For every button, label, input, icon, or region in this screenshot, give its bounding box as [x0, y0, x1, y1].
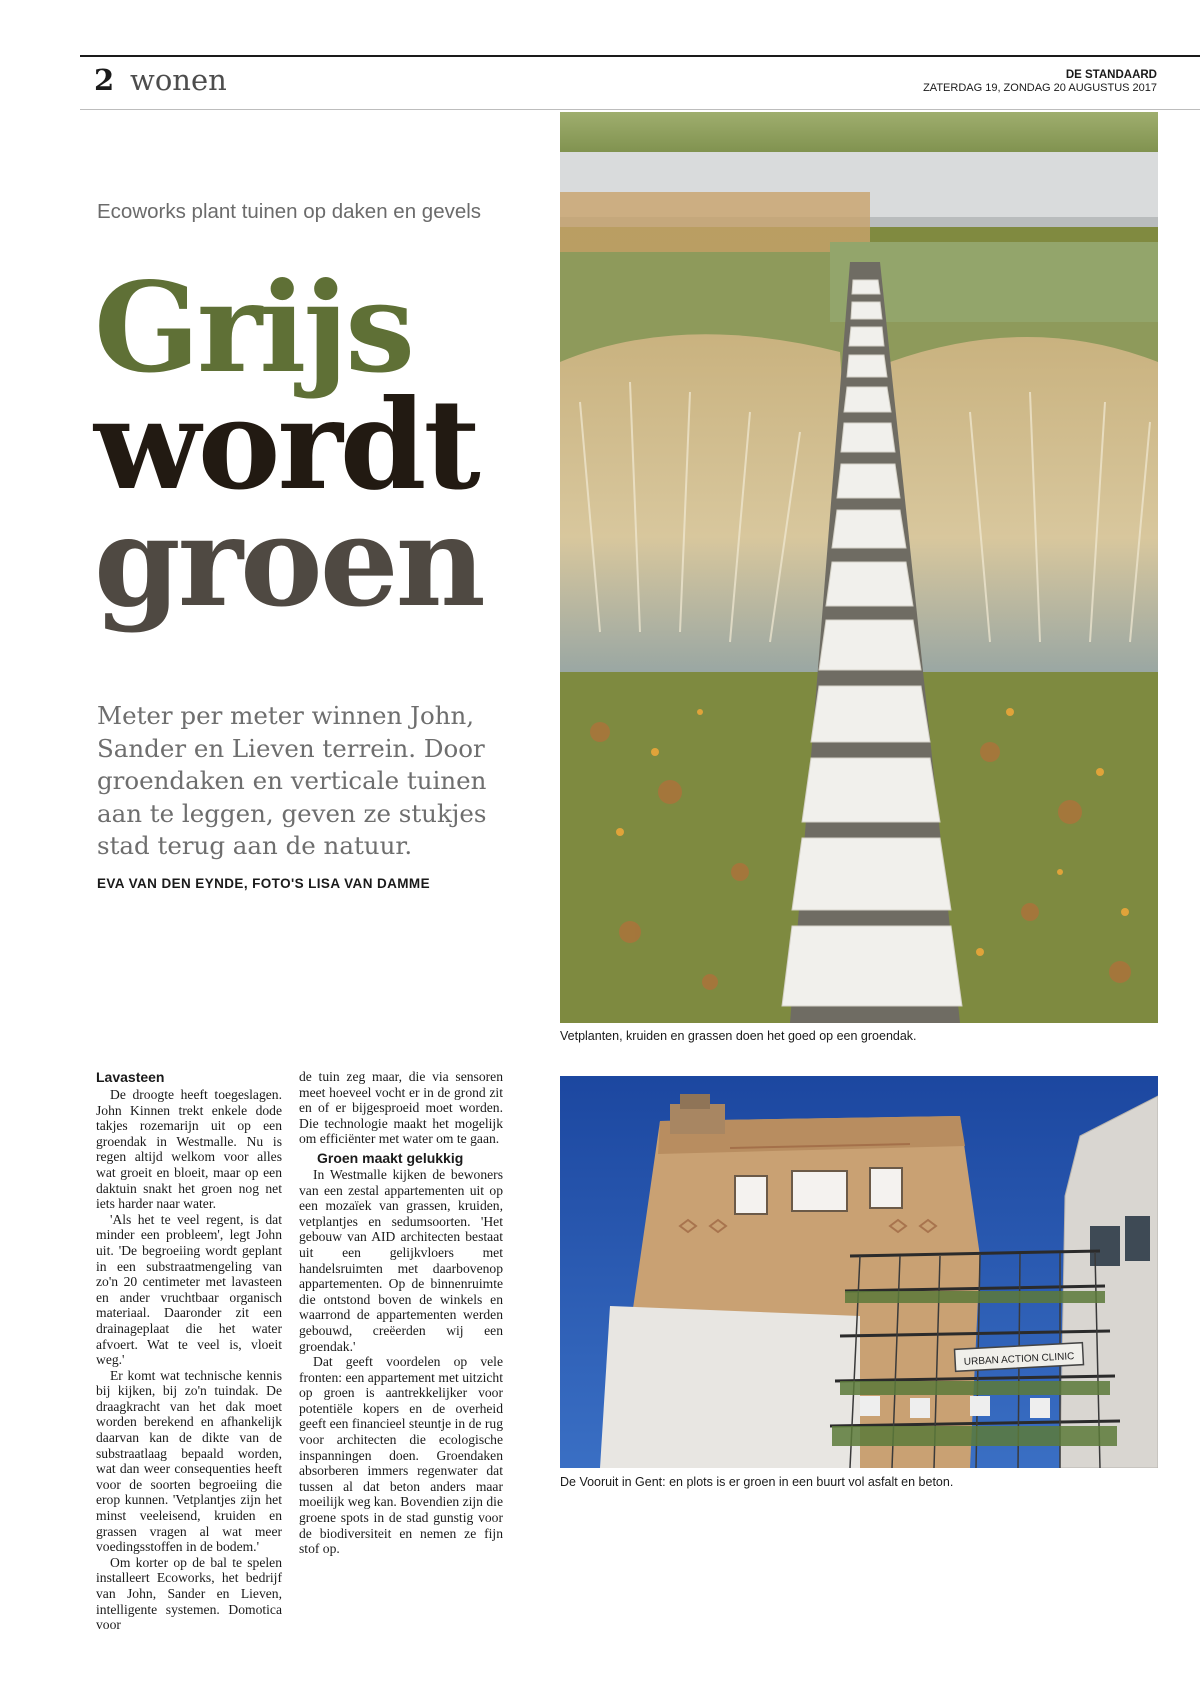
header-rule: [80, 109, 1200, 110]
green-roof-photo: [560, 112, 1158, 1023]
photo-caption: Vetplanten, kruiden en grassen doen het goed op een groendak.: [560, 1029, 917, 1043]
masthead: [923, 69, 1157, 95]
vooruit-building-photo: [560, 1076, 1158, 1468]
body-paragraph: Er komt wat technische kennis bij kijken, bij zo'n tuindak. De draagkracht van het dak moet worden berekend en afhankelijk daarvan kan de dikte van de substraatlaag bepaald worden, wat dan weer consequenties heeft voor de soorten begroeiing die erop kunnen. 'Vetplantjes zijn het minst veeleisend, kruiden en grassen vragen al wat meer voedingsstoffen in de bodem.': [96, 1367, 282, 1555]
article-column-2: [299, 1069, 503, 1557]
body-paragraph: Om korter op de bal te spelen installeert Ecoworks, het bedrijf van John, Sander en Lieven, intelligente systemen. Domotica voor: [96, 1554, 282, 1633]
headline-word: wordt: [94, 373, 478, 518]
page-number: 2: [94, 63, 115, 97]
headline-word: groen: [94, 490, 483, 635]
article-column-1: [96, 1069, 282, 1633]
section-name: wonen: [130, 63, 227, 97]
body-paragraph: Dat geeft voordelen op vele fronten: een appartement met uitzicht op groen is aantrekkelijker voor potentiële kopers en de overheid geeft een financieel steuntje in de rug voor architecten die ecologische inspanningen doen. Groendaken absorberen immers regenwater dat tussen al dat beton anders maar moeilijk weg kan. Bovendien zijn die groene spots in de stad gunstig voor de biodiversiteit en nemen ze fijn stof op.: [299, 1354, 503, 1557]
headline: [94, 256, 483, 635]
subheading: Lavasteen: [96, 1069, 165, 1085]
issue-date: ZATERDAG 19, ZONDAG 20 AUGUSTUS 2017: [923, 82, 1157, 94]
body-paragraph: de tuin zeg maar, die via sensoren meet hoeveel vocht er in de grond zit en of er bijgesproeid moet worden. Die technologie maakt het mogelijk om efficiënter met water om te gaan.: [299, 1069, 503, 1147]
subheading: Groen maakt gelukkig: [317, 1149, 464, 1166]
building-sign: URBAN ACTION CLINIC: [963, 1351, 1075, 1368]
intro-paragraph: Meter per meter winnen John, Sander en Lieven terrein. Door groendaken en verticale tuinen aan te leggen, geven ze stukjes stad terug aan de natuur.: [97, 701, 487, 860]
photo-caption: De Vooruit in Gent: en plots is er groen in een buurt vol asfalt en beton.: [560, 1475, 954, 1489]
body-paragraph: In Westmalle kijken de bewoners van een zestal appartementen uit op een mozaïek van grassen, kruiden, vetplantjes en sedumsoorten. 'Het gebouw van AID architecten bestaat uit een gelijkvloers met handelsruimten met daarbovenop appartementen. Op de binnenruimte die ontstond boven de winkels en waarrond de appartementen werden gebouwd, creëerden wij een groendak.': [299, 1166, 503, 1354]
newspaper-name: DE STANDAARD: [1065, 69, 1157, 81]
top-rule: [80, 55, 1200, 57]
body-paragraph: 'Als het te veel regent, is dat minder een probleem', legt John uit. 'De begroeiing wordt geplant in een substraatmengeling van zo'n 20 centimeter met lavasteen en ander vruchtbaar organisch materiaal. Daaronder zit een drainageplaat die het water afvoert. Wat te veel is, vloeit weg.': [96, 1211, 282, 1368]
headline-word: Grijs: [94, 256, 413, 401]
byline: EVA VAN DEN EYNDE, FOTO'S LISA VAN DAMME: [97, 876, 430, 891]
kicker: Ecoworks plant tuinen op daken en gevels: [97, 200, 482, 223]
body-paragraph: De droogte heeft toegeslagen. John Kinnen trekt enkele dode takjes rozemarijn uit op een groendak in Westmalle. Nu is regen altijd welkom voor alles wat groeit en bloeit, maar op een daktuin snakt het groen nog net iets harder naar water.: [96, 1087, 282, 1212]
